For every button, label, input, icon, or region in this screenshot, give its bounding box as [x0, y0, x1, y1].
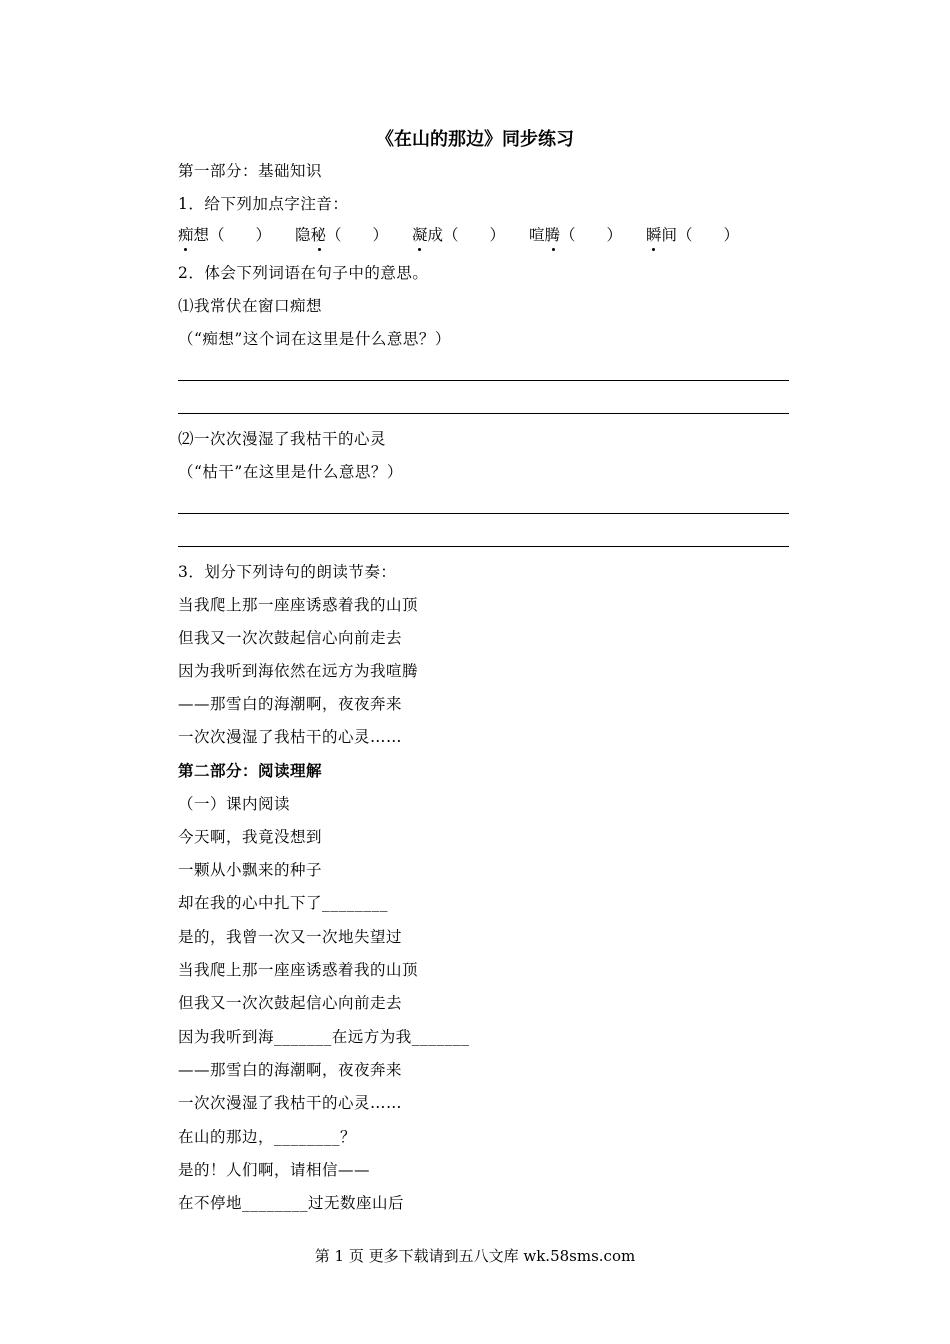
- part1-heading: 第一部分：基础知识: [178, 162, 323, 180]
- poem-line: 当我爬上那一座座诱惑着我的山顶: [178, 596, 419, 614]
- question-2: 2．体会下列词语在句子中的意思。: [178, 264, 429, 282]
- reading-line: 一次次漫湿了我枯干的心灵……: [178, 1094, 403, 1112]
- section-1-heading: （一）课内阅读: [178, 795, 291, 813]
- part2-heading: 第二部分：阅读理解: [178, 762, 323, 780]
- question-2-2: ⑵一次次漫湿了我枯干的心灵: [178, 430, 387, 448]
- question-2-2-prompt: （“枯干”在这里是什么意思？）: [178, 463, 403, 481]
- emphasis-dot: [184, 248, 187, 251]
- page-title: 《在山的那边》同步练习: [376, 129, 574, 150]
- question-2-1: ⑴我常伏在窗口痴想: [178, 297, 323, 315]
- reading-line: 但我又一次次鼓起信心向前走去: [178, 994, 403, 1012]
- poem-line: 但我又一次次鼓起信心向前走去: [178, 629, 403, 647]
- page-footer: 第 1 页 更多下载请到五八文库 wk.58sms.com: [314, 1247, 636, 1265]
- pinyin-item: 喧腾（ ）: [529, 226, 623, 244]
- question-1: 1．给下列加点字注音：: [178, 195, 349, 213]
- pinyin-item: 凝成（ ）: [412, 226, 506, 244]
- pinyin-item: 痴想（ ）: [178, 226, 272, 244]
- emphasis-dot: [318, 248, 321, 251]
- answer-line[interactable]: [178, 380, 789, 381]
- question-2-1-prompt: （“痴想”这个词在这里是什么意思？）: [178, 330, 451, 348]
- reading-line: 当我爬上那一座座诱惑着我的山顶: [178, 961, 419, 979]
- pinyin-item: 瞬间（ ）: [646, 226, 740, 244]
- emphasis-dot: [418, 248, 421, 251]
- reading-line: 在山的那边，________？: [178, 1128, 357, 1146]
- reading-line: 因为我听到海_______在远方为我_______: [178, 1028, 470, 1046]
- emphasis-dot: [652, 248, 655, 251]
- reading-line: ——那雪白的海潮啊，夜夜奔来: [178, 1061, 403, 1079]
- reading-line: 是的！人们啊，请相信——: [178, 1161, 371, 1179]
- reading-line: 却在我的心中扎下了________: [178, 894, 389, 912]
- answer-line[interactable]: [178, 546, 789, 547]
- poem-line: 因为我听到海依然在远方为我喧腾: [178, 662, 419, 680]
- poem-line: ——那雪白的海潮啊，夜夜奔来: [178, 695, 403, 713]
- emphasis-dot: [552, 248, 555, 251]
- reading-line: 在不停地________过无数座山后: [178, 1194, 405, 1212]
- answer-line[interactable]: [178, 513, 789, 514]
- pinyin-item: 隐秘（ ）: [295, 226, 389, 244]
- reading-line: 一颗从小飘来的种子: [178, 861, 323, 879]
- reading-line: 是的，我曾一次又一次地失望过: [178, 928, 403, 946]
- reading-line: 今天啊，我竟没想到: [178, 828, 323, 846]
- poem-line: 一次次漫湿了我枯干的心灵……: [178, 728, 403, 746]
- question-3: 3．划分下列诗句的朗读节奏：: [178, 563, 397, 581]
- answer-line[interactable]: [178, 413, 789, 414]
